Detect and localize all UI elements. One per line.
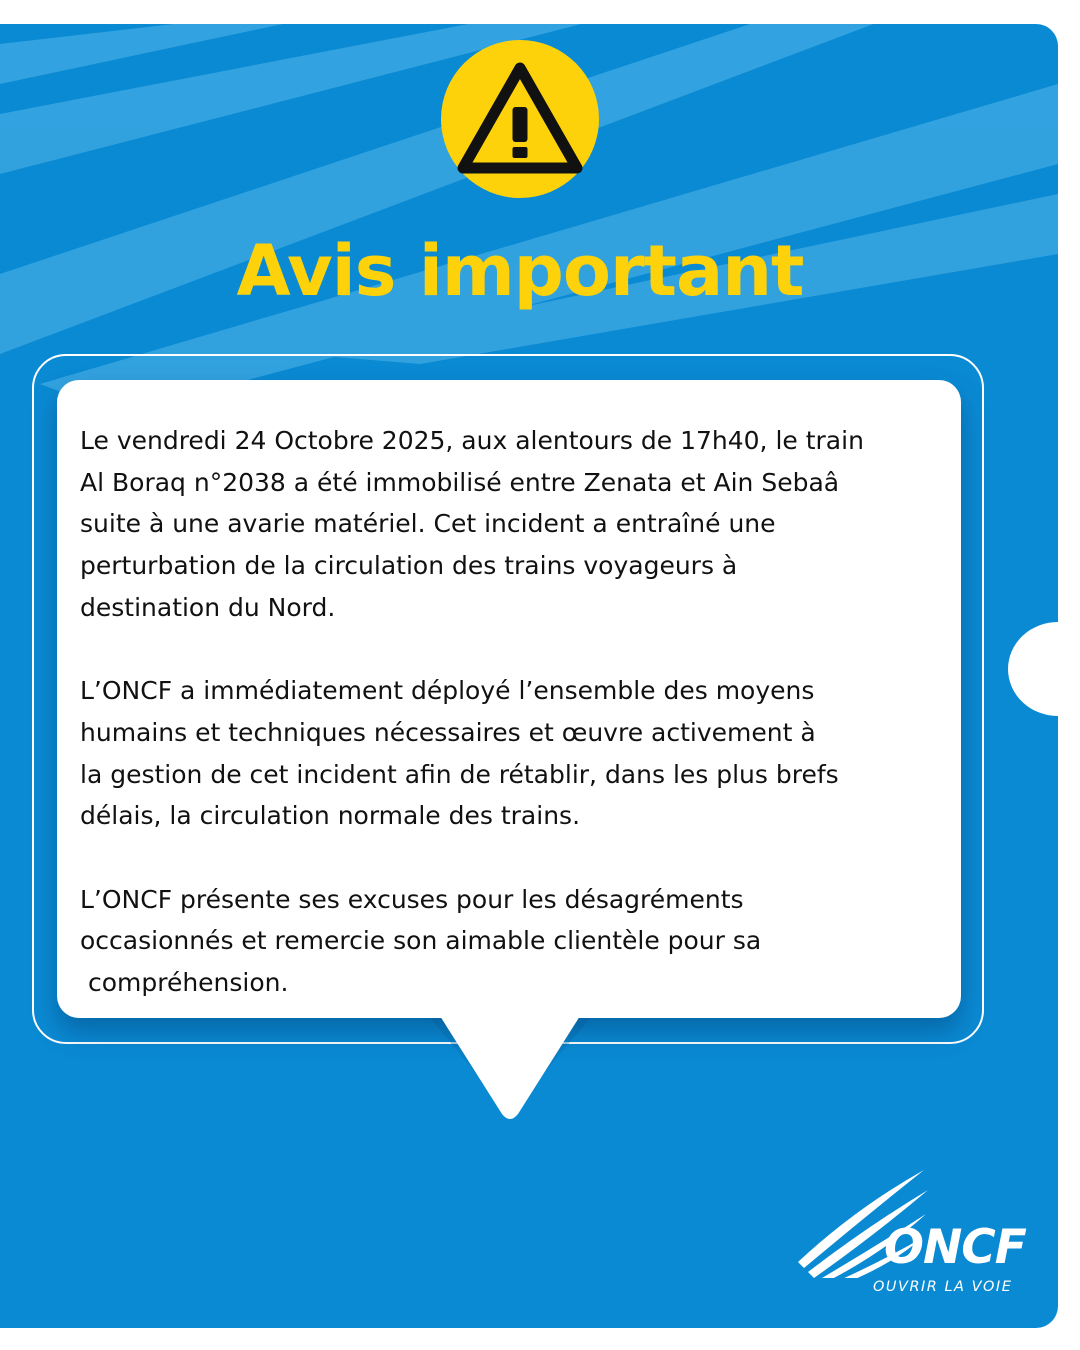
alert-badge	[441, 40, 599, 198]
text-line: destination du Nord.	[80, 592, 336, 622]
text-line: L’ONCF a immédiatement déployé l’ensemble des moyens	[80, 676, 815, 706]
logo-tagline: OUVRIR LA VOIE	[873, 1279, 1013, 1295]
logo-wordmark: ONCF	[884, 1220, 1026, 1275]
text-line: humains et techniques nécessaires et œuvre activement à	[80, 717, 816, 747]
warning-triangle-icon	[441, 40, 599, 198]
text-line: compréhension.	[80, 968, 289, 998]
page-title: Avis important	[236, 230, 804, 312]
text-line: occasionnés et remercie son aimable clientèle pour sa	[80, 926, 762, 956]
paragraph-apology	[80, 879, 960, 1004]
paragraph-response	[80, 670, 960, 837]
notice-body	[80, 420, 960, 1046]
text-line: L’ONCF présente ses excuses pour les désagréments	[80, 884, 744, 914]
text-line: suite à une avarie matériel. Cet incident a entraîné une	[80, 509, 776, 539]
text-line: la gestion de cet incident afin de rétablir, dans les plus brefs	[80, 759, 839, 789]
text-line: Le vendredi 24 Octobre 2025, aux alentours de 17h40, le train	[80, 426, 864, 455]
text-line: délais, la circulation normale des trains.	[80, 801, 581, 831]
paragraph-incident	[80, 420, 960, 629]
oncf-logo	[796, 1168, 1036, 1308]
text-line: Al Boraq n°2038 a été immobilisé entre Zenata et Ain Sebaâ	[80, 467, 840, 497]
text-line: perturbation de la circulation des trains voyageurs à	[80, 551, 738, 581]
